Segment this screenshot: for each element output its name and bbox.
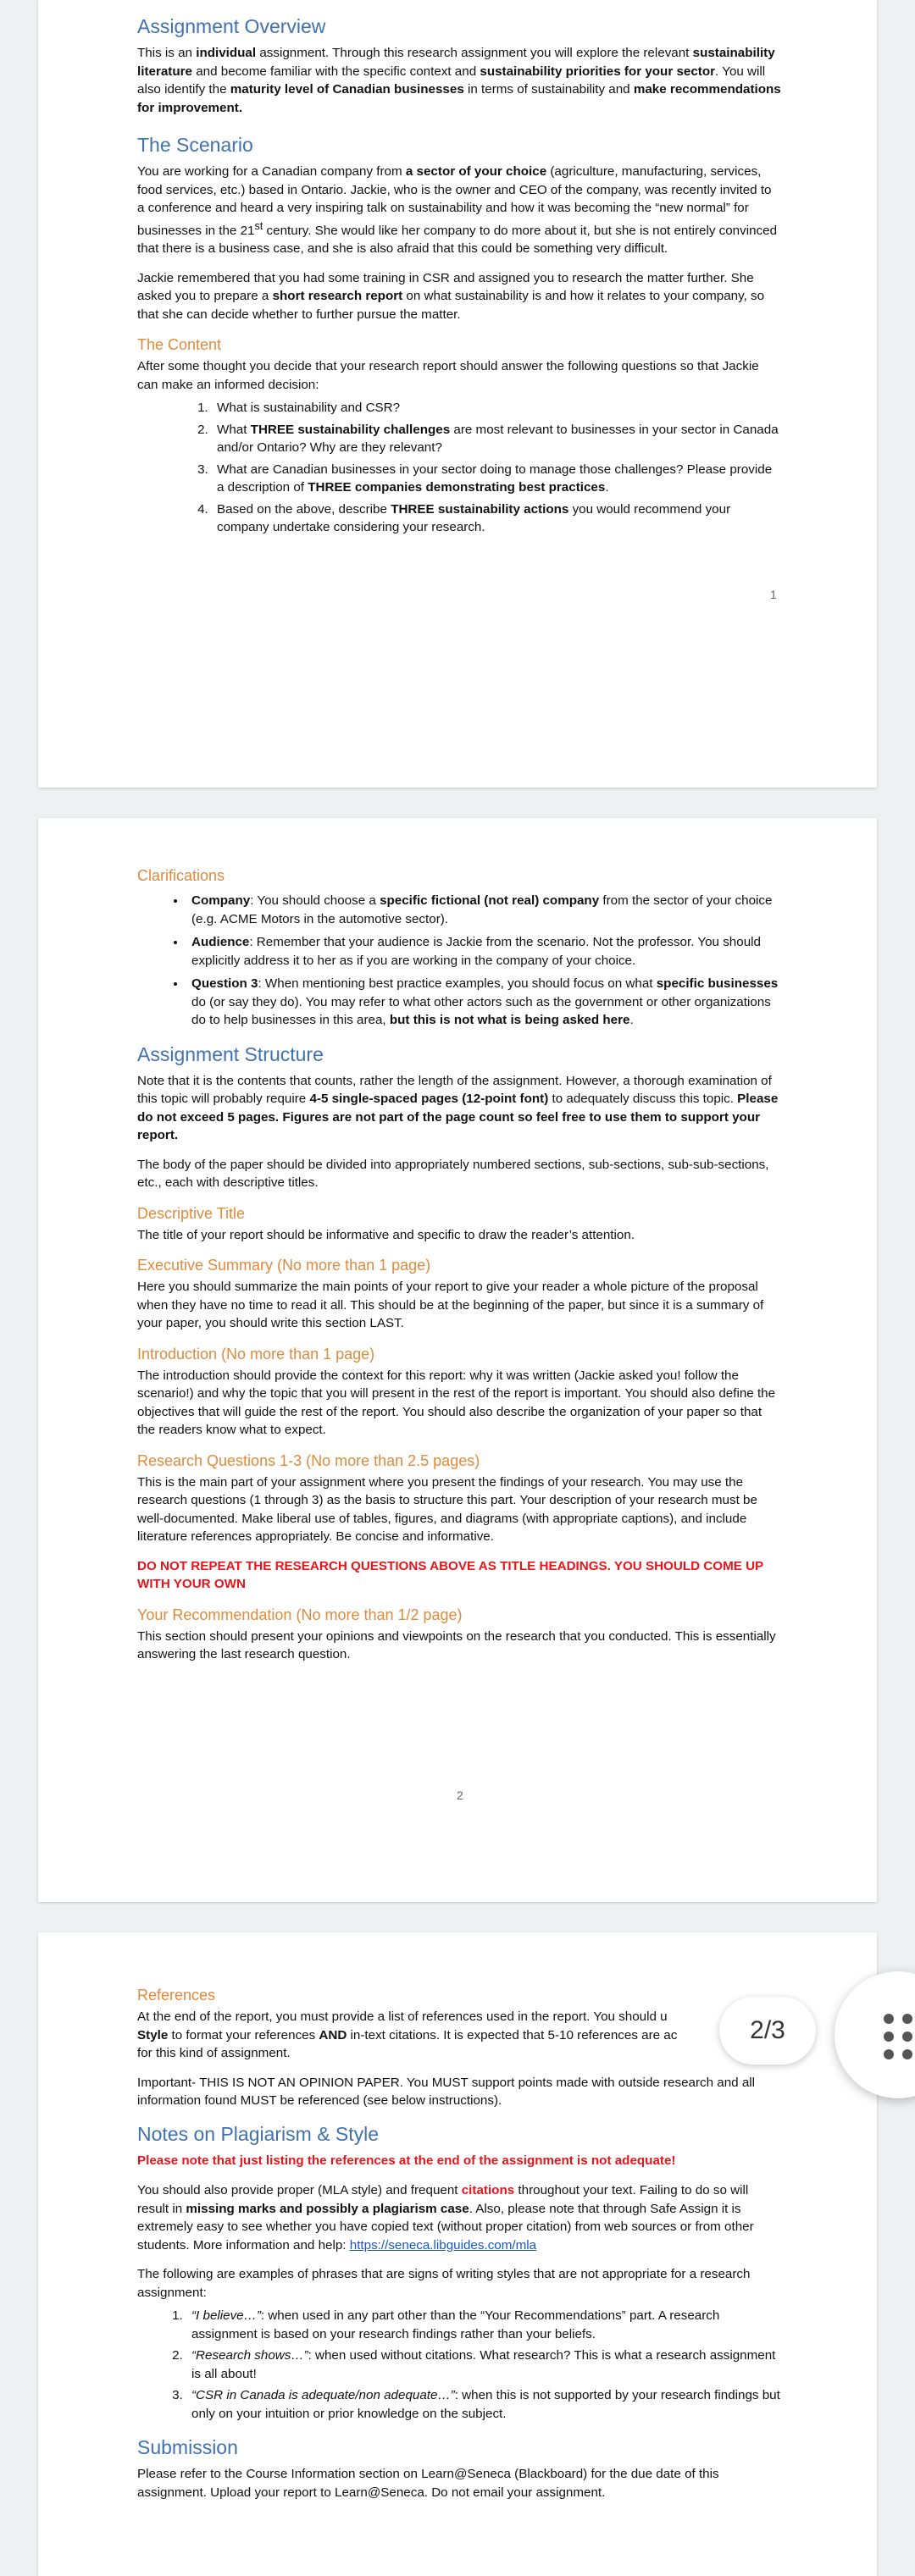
bold-run: AND [319,2027,347,2043]
page-3-content [137,1985,781,2512]
page-number: 2 [457,1788,463,1802]
bold-run: make recommendations for improvement. [137,82,781,115]
bold-run: THREE sustainability actions [391,501,569,517]
content-heading: The Content [137,336,222,354]
submission-heading: Submission [137,2436,238,2458]
bold-run: sustainability priorities for your sector [480,64,716,79]
text-run: Note that it is the contents that counts, rather the length of the assignment. However, a thorough examination of this topic will probably require [137,1073,772,1106]
red-run: citations [461,2183,515,2197]
bold-run: 4-5 single-spaced pages (12-point font) [309,1092,549,1106]
research-question-list [137,399,781,537]
bold-run: Style [137,2027,169,2043]
bold-run: missing marks and possibly a plagiarism case [186,2201,469,2216]
page-2-content [137,865,781,1675]
text-run: . [629,1013,634,1027]
research-questions-heading: Research Questions 1-3 (No more than 2.5 pages) [137,1451,480,1469]
mla-guide-link[interactable]: https://seneca.libguides.com/mla [349,2237,537,2253]
list-item [186,2347,781,2383]
list-item [212,421,781,457]
bold-run: maturity level of Canadian businesses [230,82,464,97]
bold-run: short research report [272,289,403,304]
clarifications-heading: Clarifications [137,867,225,884]
bold-run: Question 3 [191,976,258,991]
bold-run: individual [196,46,257,60]
text-run: This is an [137,46,197,60]
text-run: you would recommend your company undertake considering your research. [217,501,731,535]
scenario-paragraph-2 [137,269,781,324]
bold-run: a sector of your choice [405,164,547,179]
text-run: : when used in any part other than the “Your Recommendations” part. A research assignment is based on your research findings rather than your beliefs. [191,2308,720,2341]
text-run: Jackie remembered that you had some training in CSR and assigned you to research the matter further. She asked you to prepare a [137,270,754,304]
recommendation-heading: Your Recommendation (No more than 1/2 page) [137,1606,463,1623]
scenario-heading: The Scenario [137,134,253,156]
text-run: What are Canadian businesses in your sector doing to manage those challenges? Please provide a description of [217,462,773,495]
research-questions-warning: DO NOT REPEAT THE RESEARCH QUESTIONS ABOVE AS TITLE HEADINGS. YOU SHOULD COME UP WITH YOUR OWN [137,1558,763,1591]
bold-run: but this is not what is being asked here [389,1013,630,1027]
text-run: At the end of the report, you must provide a list of references used in the report. You should u [137,2009,668,2024]
references-heading: References [137,1987,216,2004]
structure-paragraph-1 [137,1072,781,1145]
text-run: in terms of sustainability and [463,82,634,97]
introduction-heading: Introduction (No more than 1 page) [137,1345,375,1363]
bold-run: THREE companies demonstrating best practices [308,480,606,495]
text-run: (agriculture, manufacturing, services, food services, etc.) based in Ontario. Jackie, who is the owner and CEO of the company, was recently invited to a conference and heard a very inspiring talk on sustainability and how it was becoming the “new normal” for businesses in the 21 [137,164,772,238]
page-number: 1 [770,588,777,601]
text-run: on what sustainability is and how it relates to your company, so that she can decide whether to further pursue the matter. [137,289,765,322]
italic-run: “CSR in Canada is adequate/non adequate…” [191,2388,455,2402]
plagiarism-paragraph-2: The following are examples of phrases that are signs of writing styles that are not appropriate for a research assignment: [137,2267,751,2300]
text-run: to adequately discuss this topic. [548,1092,738,1106]
text-run: century. She would like her company to do more about it, but she is not entirely convinced that there is a business case, and she is also afraid that this could be something very difficult. [137,223,778,257]
bold-run: specific fictional (not real) company [380,893,600,908]
assignment-overview-heading: Assignment Overview [137,15,326,37]
superscript: st [254,219,263,232]
references-paragraph-2: Important- THIS IS NOT AN OPINION PAPER. You MUST support points made with outside research and all information found MUST be referenced (see below instructions). [137,2075,756,2108]
style-examples-list [137,2307,781,2423]
text-run: for this kind of assignment. [137,2046,291,2060]
executive-summary-heading: Executive Summary (No more than 1 page) [137,1257,431,1274]
content-intro: After some thought you decide that your research report should answer the following questions so that Jackie can make an informed decision: [137,359,759,392]
submission-text: Please refer to the Course Information section on Learn@Seneca (Blackboard) for the due date of this assignment. Upload your report to Learn@Seneca. Do not email your assignment. [137,2467,719,2500]
recommendation-text: This section should present your opinions and viewpoints on the research that you conducted. This is essentially answering the last research question. [137,1628,776,1661]
text-run: You are working for a Canadian company from [137,164,406,179]
text-run: : Remember that your audience is Jackie from the scenario. Not the professor. You should explicitly address it to her as if you are working in the company of your choice. [191,935,761,968]
plagiarism-heading: Notes on Plagiarism & Style [137,2122,380,2145]
text-run: : When mentioning best practice examples, you should focus on what [258,976,657,991]
text-run: You should also provide proper (MLA style) and frequent [137,2183,462,2197]
clarifications-list [137,892,781,1030]
scenario-paragraph-1 [137,163,781,258]
text-run: assignment. Through this research assignment you will explore the relevant [256,46,693,60]
descriptive-title-text: The title of your report should be informative and specific to draw the reader’s attention. [137,1227,635,1242]
text-run: to format your references [168,2027,319,2043]
text-run: : You should choose a [250,893,380,908]
bold-run: THREE sustainability challenges [250,422,451,437]
overview-paragraph [137,44,781,117]
bold-run: Please do not exceed 5 pages. Figures are not part of the page count so feel free to use them to support your report. [137,1092,779,1142]
text-run: do (or say they do). You may refer to what other actors such as the government or other organizations do to help businesses in this area, [191,994,771,1027]
list-item [212,461,781,497]
text-run: . You will also identify the [137,64,766,97]
text-run: What [217,422,251,437]
list-item [212,399,781,417]
text-run: throughout your text. Failing to do so will result in [137,2183,749,2216]
text-run: : when used without citations. What research? This is what a research assignment is all about! [191,2348,776,2381]
list-item [186,892,781,928]
list-item [186,2386,781,2423]
text-run: : when this is not supported by your research findings but only on your intuition or prior knowledge on the subject. [191,2388,780,2421]
bold-run: sustainability literature [137,46,775,79]
assignment-structure-heading: Assignment Structure [137,1042,324,1065]
list-item [186,933,781,970]
research-questions-text: This is the main part of your assignment where you present the findings of your research. You may use the research questions (1 through 3) as the basis to structure this part. Your description of your research must be well-documented. Make liberal use of tables, figures, and diagrams (with appropriate captions), and include literature references appropriately. Be concise and informative. [137,1474,757,1544]
structure-paragraph-2: The body of the paper should be divided into appropriately numbered sections, sub-sections, sub-sub-sections, etc., each with descriptive titles. [137,1157,769,1190]
references-paragraph-1 [137,2008,781,2063]
list-item [186,975,781,1030]
text-run: What is sustainability and CSR? [217,401,401,416]
list-item [186,2307,781,2343]
text-run: are most relevant to businesses in your sector in Canada and/or Ontario? Why are they relevant? [217,422,779,456]
text-run: from the sector of your choice (e.g. ACME Motors in the automotive sector). [191,893,773,926]
plagiarism-warning: Please note that just listing the references at the end of the assignment is not adequate! [137,2153,676,2168]
bold-run: Audience [191,935,250,949]
grid-dots-icon [884,2014,915,2059]
text-run: . Also, please note that through Safe Assign it is extremely easy to see whether you have copied text (without proper citation) from web sources or from other students. More information and help: [137,2201,754,2253]
text-run: in-text citations. It is expected that 5-10 references are ac [347,2027,678,2043]
plagiarism-paragraph-1 [137,2181,781,2254]
page-1-content [137,14,781,540]
document-page-1 [38,0,877,788]
executive-summary-text: Here you should summarize the main points of your report to give your reader a whole picture of the proposal when they have no time to read it all. This should be at the beginning of the paper, but since it is a summary of your paper, you should write this section LAST. [137,1280,764,1330]
document-page-2 [38,818,877,1902]
list-item [212,500,781,537]
page-counter: 2/3 [719,1997,816,2065]
text-run: . [605,480,609,495]
bold-run: Company [191,893,251,908]
italic-run: “Research shows…” [191,2348,308,2363]
bold-run: specific businesses [656,976,779,991]
text-run: Based on the above, describe [217,501,391,517]
descriptive-title-heading: Descriptive Title [137,1204,246,1222]
italic-run: “I believe…” [191,2308,261,2323]
introduction-text: The introduction should provide the context for this report: why it was written (Jackie asked you! follow the scenario!) and why the topic that you will present in the rest of the report is important. You should also define the objectives that will guide the rest of the report. You should also describe the organization of your paper so that the readers know what to expect. [137,1368,776,1437]
text-run: and become familiar with the specific context and [192,64,480,79]
